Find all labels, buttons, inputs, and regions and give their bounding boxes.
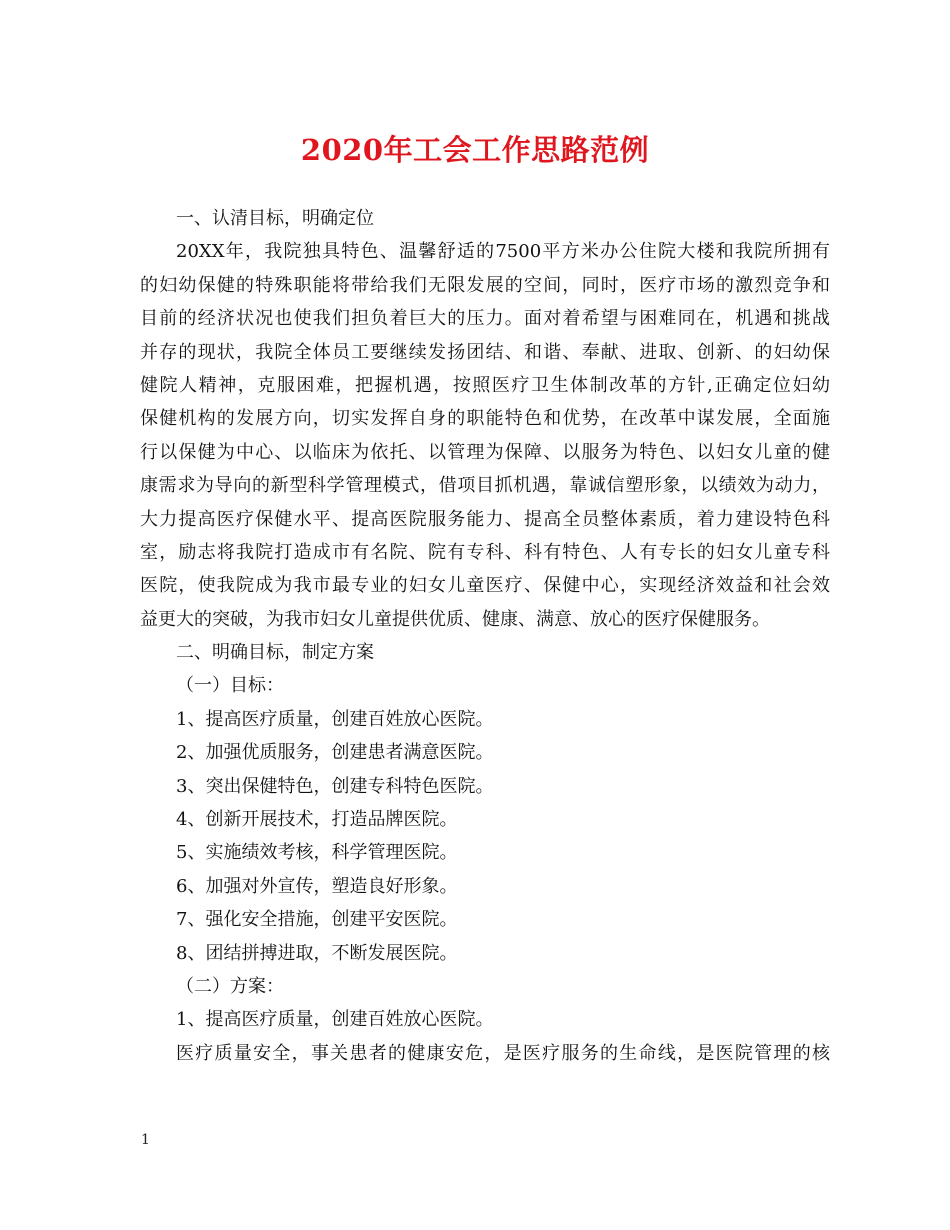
text-line: 1、提高医疗质量，创建百姓放心医院。 (176, 1009, 494, 1031)
text-line: 5、实施绩效考核，科学管理医院。 (176, 842, 458, 864)
text-line: （二）方案： (176, 975, 284, 997)
text-line: 益更大的突破，为我市妇女儿童提供优质、健康、满意、放心的医疗保健服务。 (140, 608, 770, 630)
text-line: 并存的现状，我院全体员工要继续发扬团结、和谐、奉献、进取、创新、的妇幼保 (140, 341, 830, 363)
text-line: 健院人精神，克服困难，把握机遇，按照医疗卫生体制改革的方针,正确定位妇幼 (140, 374, 830, 396)
text-line: 保健机构的发展方向，切实发挥自身的职能特色和优势，在改革中谋发展，全面施 (140, 408, 830, 430)
text-line: 康需求为导向的新型科学管理模式，借项目抓机遇，靠诚信塑形象，以绩效为动力， (140, 475, 830, 497)
text-line: 3、突出保健特色，创建专科特色医院。 (176, 775, 494, 797)
text-line: 20XX年，我院独具特色、温馨舒适的7500平方米办公住院大楼和我院所拥有 (176, 241, 830, 263)
text-line: 8、团结拼搏进取，不断发展医院。 (176, 942, 458, 964)
text-line: 一、认清目标，明确定位 (176, 208, 374, 229)
text-line: 医疗质量安全，事关患者的健康安危，是医疗服务的生命线，是医院管理的核 (176, 1042, 830, 1064)
text-line: 二、明确目标，制定方案 (176, 642, 374, 664)
text-line: 2、加强优质服务，创建患者满意医院。 (176, 742, 494, 764)
text-line: 的妇幼保健的特殊职能将带给我们无限发展的空间，同时，医疗市场的激烈竞争和 (140, 274, 830, 296)
text-line: 目前的经济状况也使我们担负着巨大的压力。面对着希望与困难同在，机遇和挑战 (140, 308, 830, 330)
text-line: 6、加强对外宣传，塑造良好形象。 (176, 875, 458, 897)
text-line: 医院，使我院成为我市最专业的妇女儿童医疗、保健中心，实现经济效益和社会效 (140, 575, 830, 597)
document-title: 2020年工会工作思路范例 (300, 133, 650, 167)
text-line: （一）目标： (176, 675, 284, 697)
text-line: 室，励志将我院打造成市有名院、院有专科、科有特色、人有专长的妇女儿童专科 (140, 541, 830, 563)
text-line: 1、提高医疗质量，创建百姓放心医院。 (176, 708, 494, 730)
text-line: 7、强化安全措施，创建平安医院。 (176, 909, 458, 931)
document-body (140, 202, 830, 1070)
text-line: 行以保健为中心、以临床为依托、以管理为保障、以服务为特色、以妇女儿童的健 (140, 441, 830, 463)
text-line: 大力提高医疗保健水平、提高医院服务能力、提高全员整体素质，着力建设特色科 (140, 508, 830, 530)
page-number: 1 (141, 1132, 150, 1148)
text-line: 4、创新开展技术，打造品牌医院。 (176, 809, 458, 831)
